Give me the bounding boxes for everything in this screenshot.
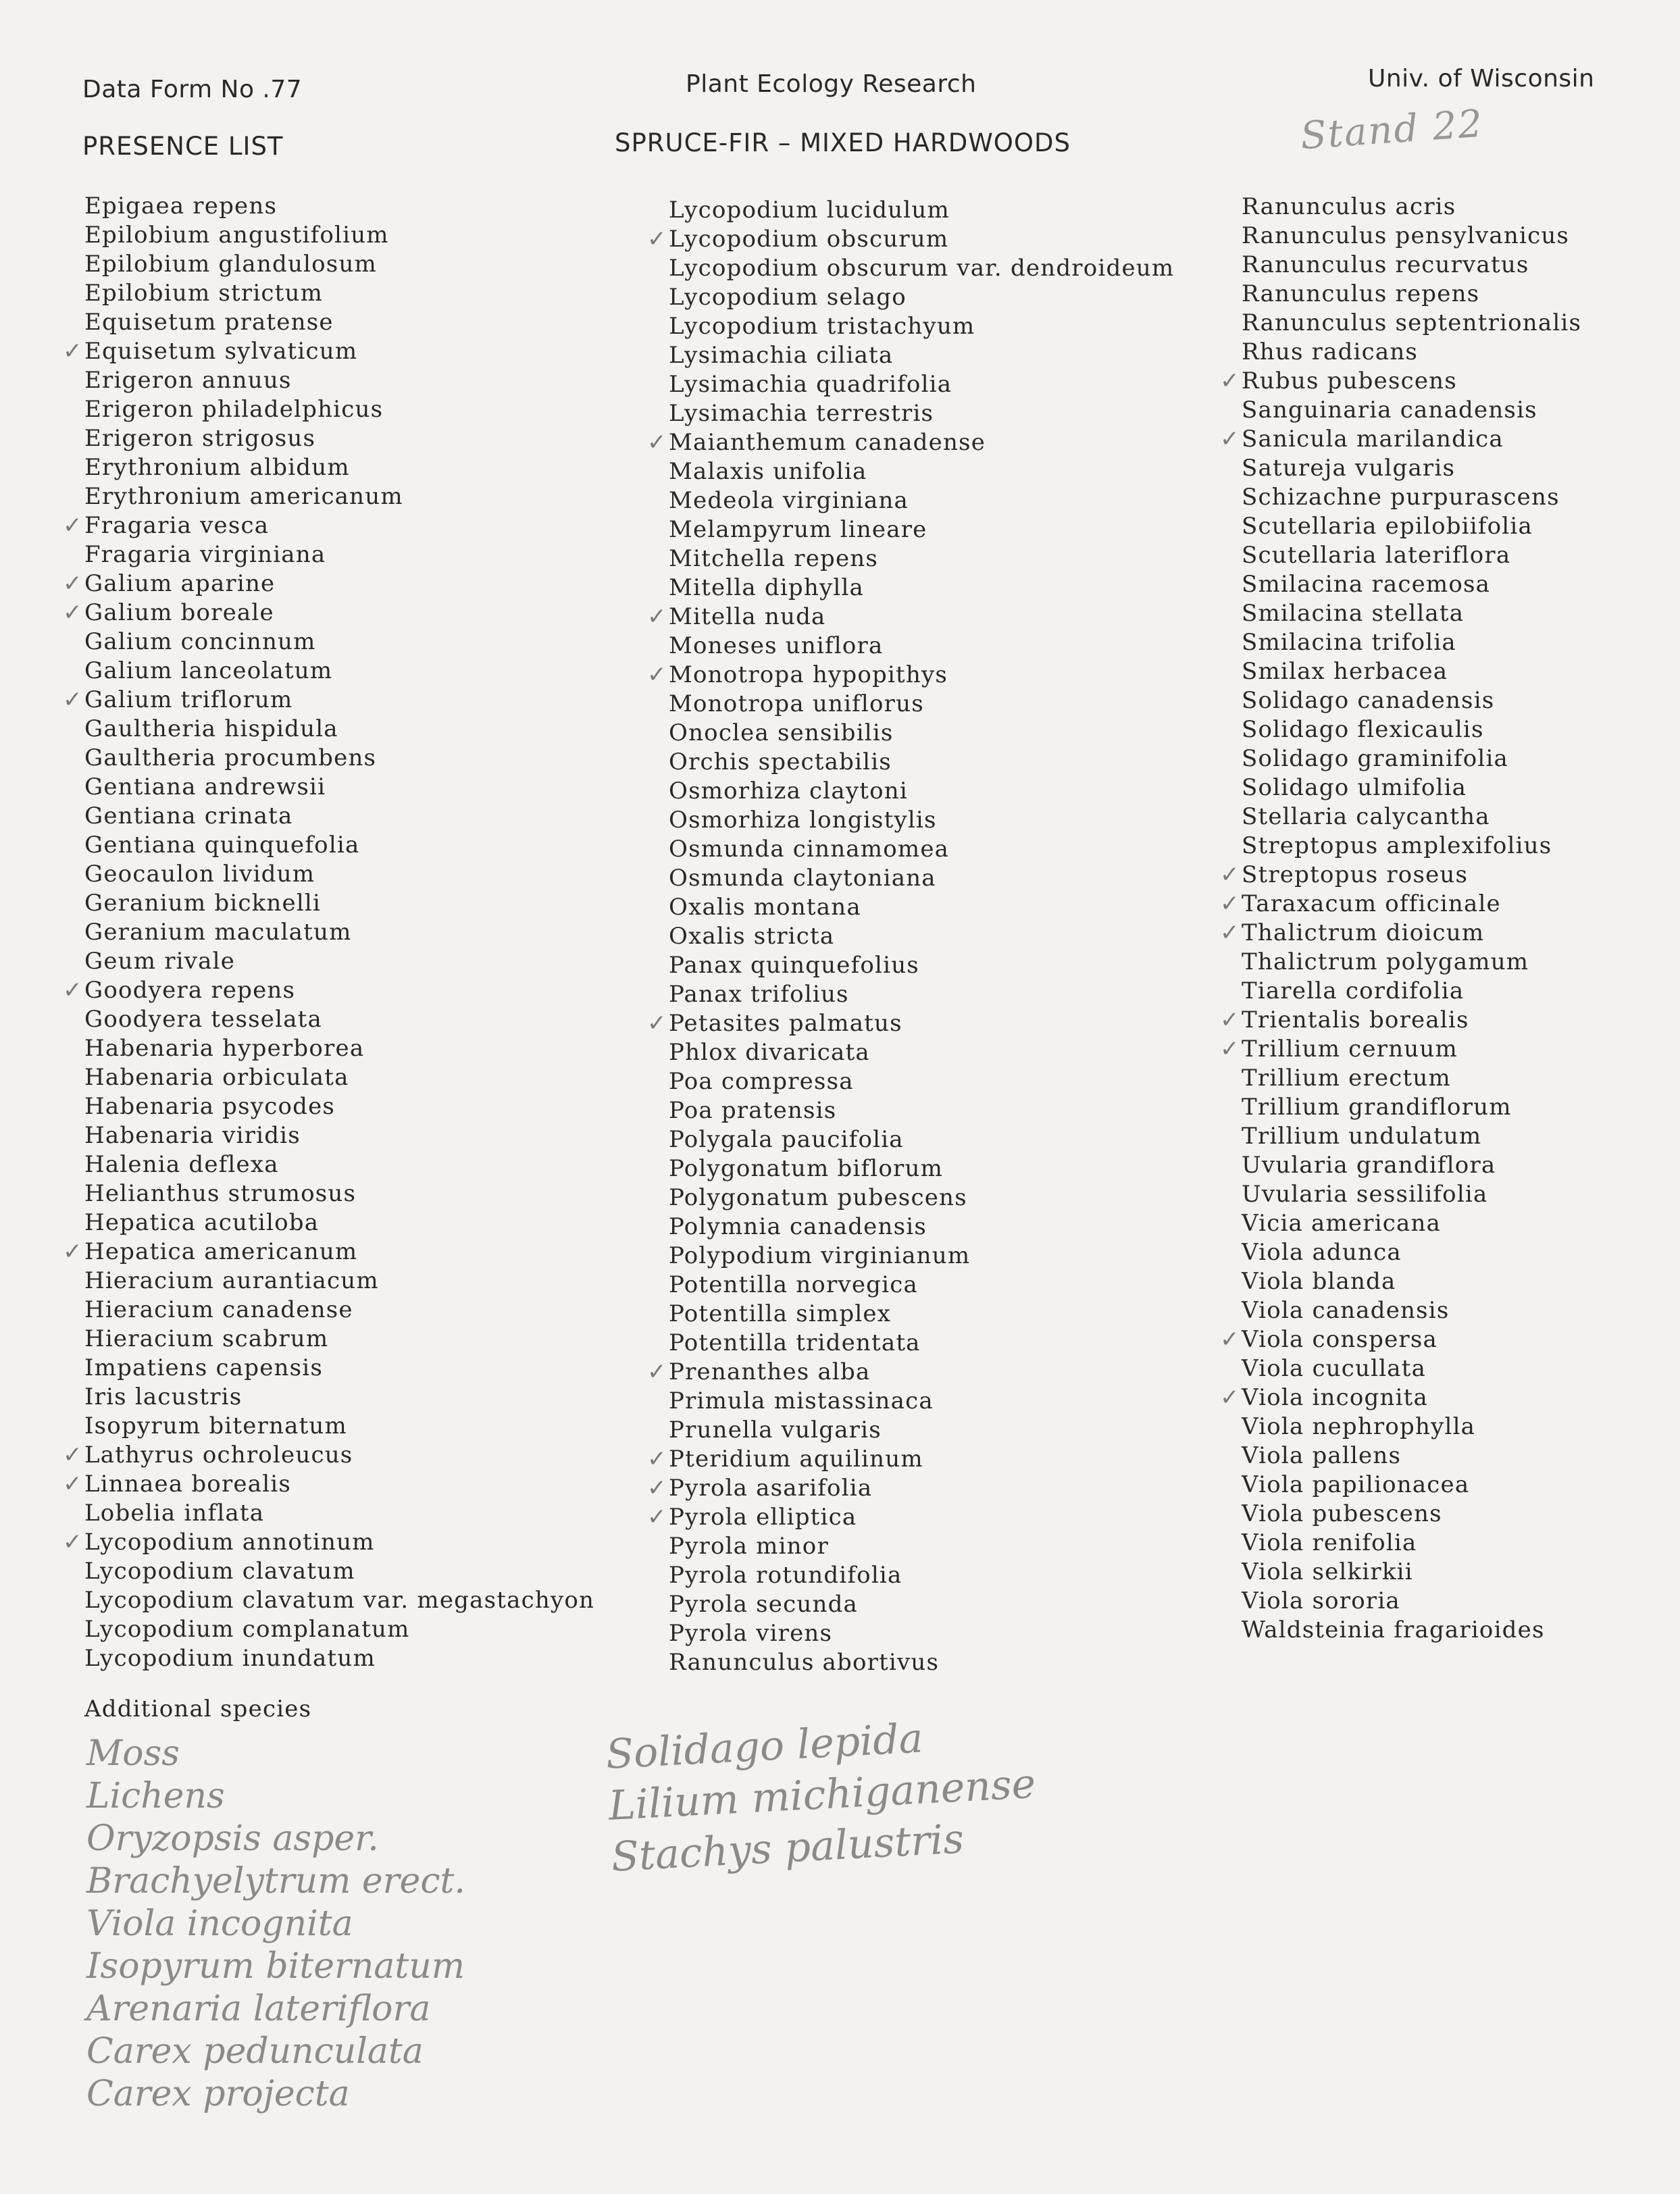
species-column-3: [1242, 193, 1581, 1645]
species-item: Vicia americana: [1242, 1210, 1442, 1237]
species-item: Panax trifolius: [669, 981, 849, 1008]
species-item: Potentilla tridentata: [669, 1329, 921, 1356]
species-item: Uvularia grandiflora: [1242, 1152, 1496, 1179]
handwritten-species: Carex projecta: [86, 2074, 350, 2114]
species-item: ✓ Galium aparine: [84, 569, 594, 598]
species-item: ✓ Rubus pubescens: [1242, 367, 1581, 396]
species-item: Orchis spectabilis: [669, 748, 892, 775]
species-item: Satureja vulgaris: [1242, 455, 1456, 482]
additional-species-label: Additional species: [84, 1695, 312, 1723]
community-title: SPRUCE-FIR – MIXED HARDWOODS: [615, 128, 1071, 157]
species-item: Ranunculus pensylvanicus: [1242, 222, 1570, 249]
species-item: ✓ Fragaria vesca: [84, 511, 594, 540]
species-item: Gentiana crinata: [84, 802, 293, 830]
species-item: Goodyera tesselata: [84, 1006, 323, 1033]
species-item: Scutellaria lateriflora: [1242, 542, 1511, 569]
species-item: Polygala paucifolia: [669, 1126, 904, 1153]
species-item: Helianthus strumosus: [84, 1180, 357, 1207]
species-item: Smilax herbacea: [1242, 658, 1448, 685]
species-item: Primula mistassinaca: [669, 1387, 934, 1414]
handwritten-species: Carex pedunculata: [86, 2031, 424, 2072]
species-item: Viola selkirkii: [1242, 1558, 1413, 1585]
handwritten-species-middle: [605, 1707, 1040, 1883]
species-item: Epilobium strictum: [84, 280, 324, 307]
species-item: ✓ Pteridium aquilinum: [669, 1445, 1174, 1474]
species-item: Solidago canadensis: [1242, 687, 1495, 714]
species-item: Viola cucullata: [1242, 1355, 1427, 1382]
species-item: Potentilla simplex: [669, 1300, 892, 1327]
species-item: Erigeron annuus: [84, 367, 292, 394]
species-item: Monotropa uniflorus: [669, 690, 924, 717]
species-item: Lycopodium lucidulum: [669, 197, 950, 224]
species-item: Schizachne purpurascens: [1242, 484, 1560, 511]
species-item: Equisetum pratense: [84, 309, 334, 336]
species-item: Hieracium scabrum: [84, 1325, 329, 1352]
species-item: Polygonatum pubescens: [669, 1184, 967, 1211]
species-item: ✓ Linnaea borealis: [84, 1470, 594, 1499]
species-item: Hepatica acutiloba: [84, 1209, 320, 1236]
species-item: Habenaria orbiculata: [84, 1064, 349, 1091]
species-item: Ranunculus acris: [1242, 193, 1456, 220]
species-item: Poa pratensis: [669, 1097, 837, 1124]
species-item: Erigeron strigosus: [84, 425, 316, 452]
species-item: Epilobium glandulosum: [84, 251, 377, 278]
species-item: Waldsteinia fragarioides: [1242, 1616, 1545, 1643]
species-item: ✓ Trientalis borealis: [1242, 1006, 1581, 1035]
species-item: Mitella diphylla: [669, 574, 865, 601]
university: Univ. of Wisconsin: [1368, 65, 1595, 93]
species-item: ✓ Lycopodium annotinum: [84, 1528, 594, 1557]
species-item: ✓ Monotropa hypopithys: [669, 661, 1174, 690]
handwritten-species: Lilium michiganense: [607, 1760, 1037, 1830]
species-item: Lycopodium obscurum var. dendroideum: [669, 255, 1175, 282]
species-item: Smilacina stellata: [1242, 600, 1465, 627]
handwritten-species: Moss: [86, 1733, 180, 1774]
species-item: Moneses uniflora: [669, 632, 884, 659]
species-item: Trillium undulatum: [1242, 1123, 1482, 1150]
species-item: Streptopus amplexifolius: [1242, 832, 1552, 859]
species-item: Gaultheria procumbens: [84, 744, 377, 771]
species-item: Lycopodium complanatum: [84, 1616, 410, 1643]
species-item: Medeola virginiana: [669, 487, 909, 514]
species-item: Polymnia canadensis: [669, 1213, 927, 1240]
species-item: ✓ Maianthemum canadense: [669, 428, 1174, 457]
species-item: ✓ Pyrola asarifolia: [669, 1474, 1174, 1503]
handwritten-species: Stachys palustris: [610, 1815, 965, 1881]
species-item: Erythronium albidum: [84, 454, 350, 481]
species-item: Stellaria calycantha: [1242, 803, 1490, 830]
species-item: Viola pubescens: [1242, 1500, 1442, 1527]
species-item: Geocaulon lividum: [84, 861, 315, 888]
handwritten-species-left: [86, 1733, 465, 2116]
species-item: Gentiana andrewsii: [84, 773, 326, 800]
species-item: ✓ Viola conspersa: [1242, 1325, 1581, 1354]
species-item: Halenia deflexa: [84, 1151, 279, 1178]
species-item: Habenaria psycodes: [84, 1093, 336, 1120]
species-item: Potentilla norvegica: [669, 1271, 918, 1298]
species-item: Thalictrum polygamum: [1242, 948, 1529, 975]
species-item: Viola nephrophylla: [1242, 1413, 1476, 1440]
species-item: Epilobium angustifolium: [84, 222, 389, 249]
species-item: ✓ Sanicula marilandica: [1242, 425, 1581, 454]
list-title: PRESENCE LIST: [82, 132, 284, 161]
species-item: ✓ Petasites palmatus: [669, 1009, 1174, 1038]
species-item: Pyrola virens: [669, 1620, 833, 1647]
species-item: Lycopodium clavatum var. megastachyon: [84, 1587, 595, 1614]
species-item: Lysimachia terrestris: [669, 400, 934, 427]
species-item: Viola canadensis: [1242, 1297, 1450, 1324]
species-item: Viola pallens: [1242, 1442, 1402, 1469]
species-item: Uvularia sessilifolia: [1242, 1181, 1488, 1208]
species-item: ✓ Lycopodium obscurum: [669, 225, 1174, 254]
species-item: Viola sororia: [1242, 1587, 1400, 1614]
species-item: Polypodium virginianum: [669, 1242, 971, 1269]
handwritten-species: Oryzopsis asper.: [86, 1818, 379, 1859]
species-item: ✓ Prenanthes alba: [669, 1358, 1174, 1387]
handwritten-species: Brachyelytrum erect.: [86, 1861, 465, 1902]
species-item: Sanguinaria canadensis: [1242, 397, 1537, 424]
species-item: Pyrola rotundifolia: [669, 1562, 902, 1589]
species-item: Smilacina trifolia: [1242, 629, 1456, 656]
species-item: Epigaea repens: [84, 193, 278, 220]
species-item: Viola adunca: [1242, 1239, 1402, 1266]
species-item: ✓ Pyrola elliptica: [669, 1503, 1174, 1532]
species-item: Ranunculus abortivus: [669, 1649, 940, 1676]
species-item: Geranium maculatum: [84, 919, 352, 946]
species-item: Viola renifolia: [1242, 1529, 1417, 1556]
species-item: ✓ Hepatica americanum: [84, 1238, 594, 1267]
species-item: Panax quinquefolius: [669, 952, 919, 979]
species-item: Trillium erectum: [1242, 1065, 1451, 1092]
species-column-1: [84, 192, 594, 1673]
species-item: ✓ Trillium cernuum: [1242, 1035, 1581, 1064]
species-item: Habenaria hyperborea: [84, 1035, 365, 1062]
species-item: Lycopodium selago: [669, 284, 907, 311]
species-column-2: [669, 196, 1174, 1677]
species-item: Habenaria viridis: [84, 1122, 301, 1149]
species-item: Osmunda claytoniana: [669, 865, 936, 892]
species-item: ✓ Thalictrum dioicum: [1242, 919, 1581, 948]
species-item: Poa compressa: [669, 1068, 854, 1095]
handwritten-species: Solidago lepida: [605, 1714, 925, 1779]
species-item: Ranunculus recurvatus: [1242, 251, 1529, 278]
species-item: Ranunculus repens: [1242, 280, 1480, 307]
species-item: Malaxis unifolia: [669, 458, 867, 485]
organization: Plant Ecology Research: [686, 70, 977, 98]
species-item: Trillium grandiflorum: [1242, 1094, 1512, 1121]
species-item: Oxalis montana: [669, 894, 861, 921]
species-item: ✓ Taraxacum officinale: [1242, 890, 1581, 919]
species-item: ✓ Streptopus roseus: [1242, 861, 1581, 890]
form-number: Data Form No .77: [82, 76, 303, 103]
species-item: Pyrola minor: [669, 1533, 829, 1560]
species-item: Pyrola secunda: [669, 1591, 859, 1618]
species-item: Galium lanceolatum: [84, 657, 333, 684]
species-item: ✓ Goodyera repens: [84, 976, 594, 1005]
species-item: ✓ Mitella nuda: [669, 603, 1174, 632]
species-item: Solidago ulmifolia: [1242, 774, 1467, 801]
species-item: Hieracium aurantiacum: [84, 1267, 379, 1294]
species-item: Melampyrum lineare: [669, 516, 927, 543]
species-item: Lobelia inflata: [84, 1500, 265, 1527]
species-item: Mitchella repens: [669, 545, 879, 572]
species-item: Lycopodium tristachyum: [669, 313, 975, 340]
species-item: ✓ Galium boreale: [84, 598, 594, 628]
species-item: Solidago flexicaulis: [1242, 716, 1484, 743]
species-item: Galium concinnum: [84, 628, 316, 655]
species-item: Geum rivale: [84, 948, 236, 975]
species-item: ✓ Equisetum sylvaticum: [84, 337, 594, 366]
species-item: Hieracium canadense: [84, 1296, 353, 1323]
species-item: ✓ Viola incognita: [1242, 1383, 1581, 1412]
species-item: Viola blanda: [1242, 1268, 1396, 1295]
handwritten-species: Isopyrum biternatum: [86, 1946, 465, 1987]
species-item: Isopyrum biternatum: [84, 1412, 347, 1439]
species-item: Oxalis stricta: [669, 923, 835, 950]
species-item: Ranunculus septentrionalis: [1242, 309, 1582, 336]
stand-note: Stand 22: [1299, 101, 1485, 159]
species-item: Osmorhiza longistylis: [669, 807, 937, 834]
species-item: Lysimachia ciliata: [669, 342, 894, 369]
species-item: Osmunda cinnamomea: [669, 836, 950, 863]
species-item: Viola papilionacea: [1242, 1471, 1470, 1498]
species-item: Tiarella cordifolia: [1242, 977, 1465, 1004]
species-item: Scutellaria epilobiifolia: [1242, 513, 1533, 540]
species-item: Smilacina racemosa: [1242, 571, 1491, 598]
species-item: ✓ Lathyrus ochroleucus: [84, 1441, 594, 1470]
species-item: ✓ Galium triflorum: [84, 686, 594, 715]
species-item: Gentiana quinquefolia: [84, 832, 360, 859]
handwritten-species: Arenaria lateriflora: [86, 1989, 431, 2029]
species-item: Iris lacustris: [84, 1383, 243, 1410]
species-item: Fragaria virginiana: [84, 541, 326, 568]
species-item: Prunella vulgaris: [669, 1417, 882, 1444]
species-item: Geranium bicknelli: [84, 890, 322, 917]
species-item: Phlox divaricata: [669, 1039, 870, 1066]
species-item: Lycopodium clavatum: [84, 1558, 355, 1585]
species-item: Osmorhiza claytoni: [669, 777, 908, 805]
species-item: Rhus radicans: [1242, 338, 1419, 365]
species-item: Lysimachia quadrifolia: [669, 371, 952, 398]
handwritten-species: Lichens: [86, 1776, 225, 1816]
species-item: Polygonatum biflorum: [669, 1155, 944, 1182]
species-item: Impatiens capensis: [84, 1354, 323, 1381]
species-item: Erythronium americanum: [84, 483, 403, 510]
species-item: Solidago graminifolia: [1242, 745, 1509, 772]
species-item: Lycopodium inundatum: [84, 1645, 376, 1672]
species-item: Gaultheria hispidula: [84, 715, 338, 742]
species-item: Erigeron philadelphicus: [84, 396, 384, 423]
handwritten-species: Viola incognita: [86, 1904, 353, 1944]
species-item: Onoclea sensibilis: [669, 719, 894, 746]
